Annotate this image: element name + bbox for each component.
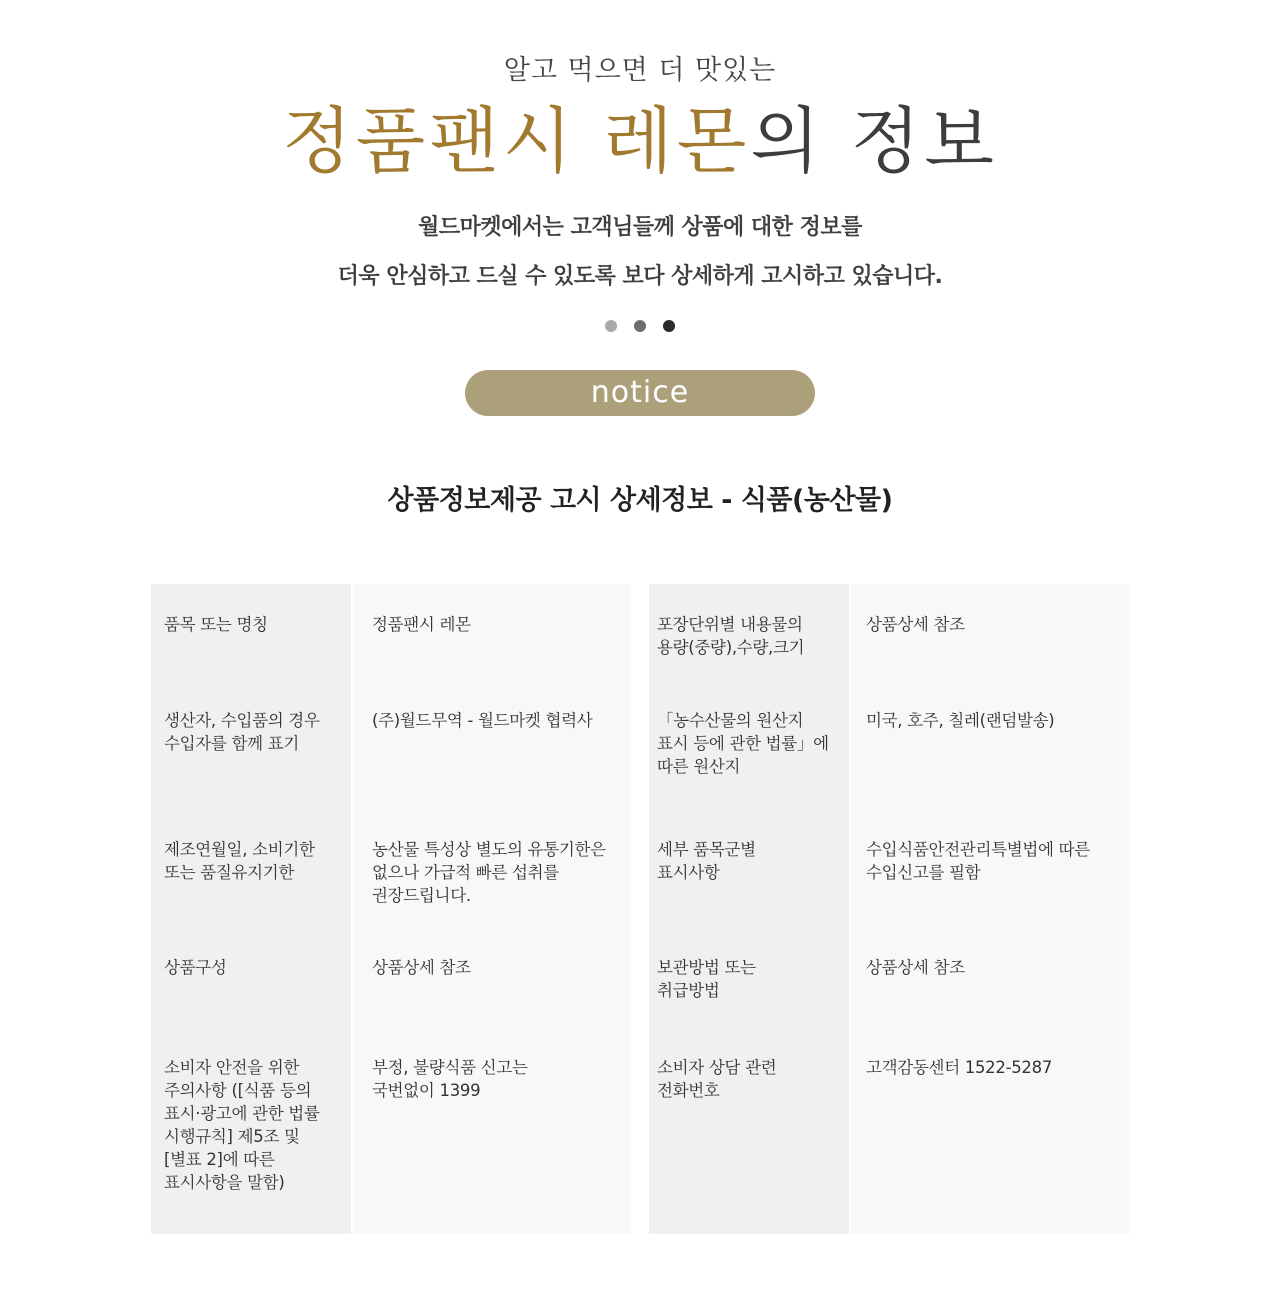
table-row-cell [164, 956, 227, 979]
table-row-cell [866, 1056, 1052, 1079]
right-label-column [649, 584, 849, 1234]
left-label: 품목 또는 명칭 [164, 615, 268, 634]
table-row-cell [657, 956, 756, 1002]
table-row-cell [372, 1056, 528, 1102]
description-line-2: 더욱 안심하고 드실 수 있도록 보다 상세하게 고시하고 있습니다. [337, 264, 943, 289]
dot-medium [634, 320, 646, 332]
table-row-cell [657, 709, 829, 778]
table-row-cell [164, 613, 268, 636]
section-title: 상품정보제공 고시 상세정보 - 식품(농산물) [387, 485, 893, 516]
right-label: 「농수산물의 원산지 표시 등에 관한 법률」에 따른 원산지 [657, 711, 829, 776]
decorative-dots [0, 320, 1280, 332]
headline-product-name: 정품팬시 레몬 [282, 99, 751, 183]
right-value: 미국, 호주, 칠레(랜덤발송) [866, 711, 1055, 730]
page-headline [0, 96, 1280, 186]
left-label: 상품구성 [164, 958, 227, 977]
left-value: 농산물 특성상 별도의 유통기한은 없으나 가급적 빠른 섭취를 권장드립니다. [372, 840, 606, 905]
left-value: (주)월드무역 - 월드마켓 협력사 [372, 711, 593, 730]
dot-dark [663, 320, 675, 332]
right-value: 상품상세 참조 [866, 958, 965, 977]
table-row-cell [164, 709, 320, 755]
notice-badge: notice [465, 370, 815, 416]
left-value: 정품팬시 레몬 [372, 615, 471, 634]
left-label: 소비자 안전을 위한 주의사항 ([식품 등의 표시·광고에 관한 법률 시행규칙] 제5조 및 [별표 2]에 따른 표시사항을 말함) [164, 1058, 320, 1192]
left-label: 제조연월일, 소비기한 또는 품질유지기한 [164, 840, 315, 882]
right-value: 고객감동센터 1522-5287 [866, 1058, 1053, 1077]
table-row-cell [657, 613, 804, 659]
table-row-cell [372, 613, 471, 636]
table-row-cell [866, 709, 1054, 732]
table-row-cell [657, 838, 756, 884]
right-value: 상품상세 참조 [866, 615, 965, 634]
left-label: 생산자, 수입품의 경우 수입자를 함께 표기 [164, 711, 320, 753]
right-label: 보관방법 또는 취급방법 [657, 958, 756, 1000]
page-subtitle: 알고 먹으면 더 맛있는 [503, 55, 777, 86]
dot-light [605, 320, 617, 332]
table-row-cell [164, 1056, 320, 1194]
table-row-cell [372, 709, 592, 732]
table-row-cell [657, 1056, 776, 1102]
table-row-cell [164, 838, 315, 884]
left-value-column [353, 584, 630, 1234]
headline-suffix: 의 정보 [750, 99, 998, 183]
right-value-column [851, 584, 1129, 1234]
table-row-cell [372, 838, 606, 907]
left-value: 부정, 불량식품 신고는 국번없이 1399 [372, 1058, 528, 1100]
description-line-1: 월드마켓에서는 고객님들께 상품에 대한 정보를 [418, 215, 862, 240]
right-label: 포장단위별 내용물의 용량(중량),수량,크기 [657, 615, 805, 657]
table-row-cell [372, 956, 471, 979]
table-row-cell [866, 613, 965, 636]
product-info-table [151, 584, 1129, 1234]
right-value: 수입식품안전관리특별법에 따른 수입신고를 필함 [866, 840, 1090, 882]
right-label: 소비자 상담 관련 전화번호 [657, 1058, 777, 1100]
table-row-cell [866, 956, 965, 979]
left-value: 상품상세 참조 [372, 958, 471, 977]
table-row-cell [866, 838, 1090, 884]
right-label: 세부 품목군별 표시사항 [657, 840, 756, 882]
